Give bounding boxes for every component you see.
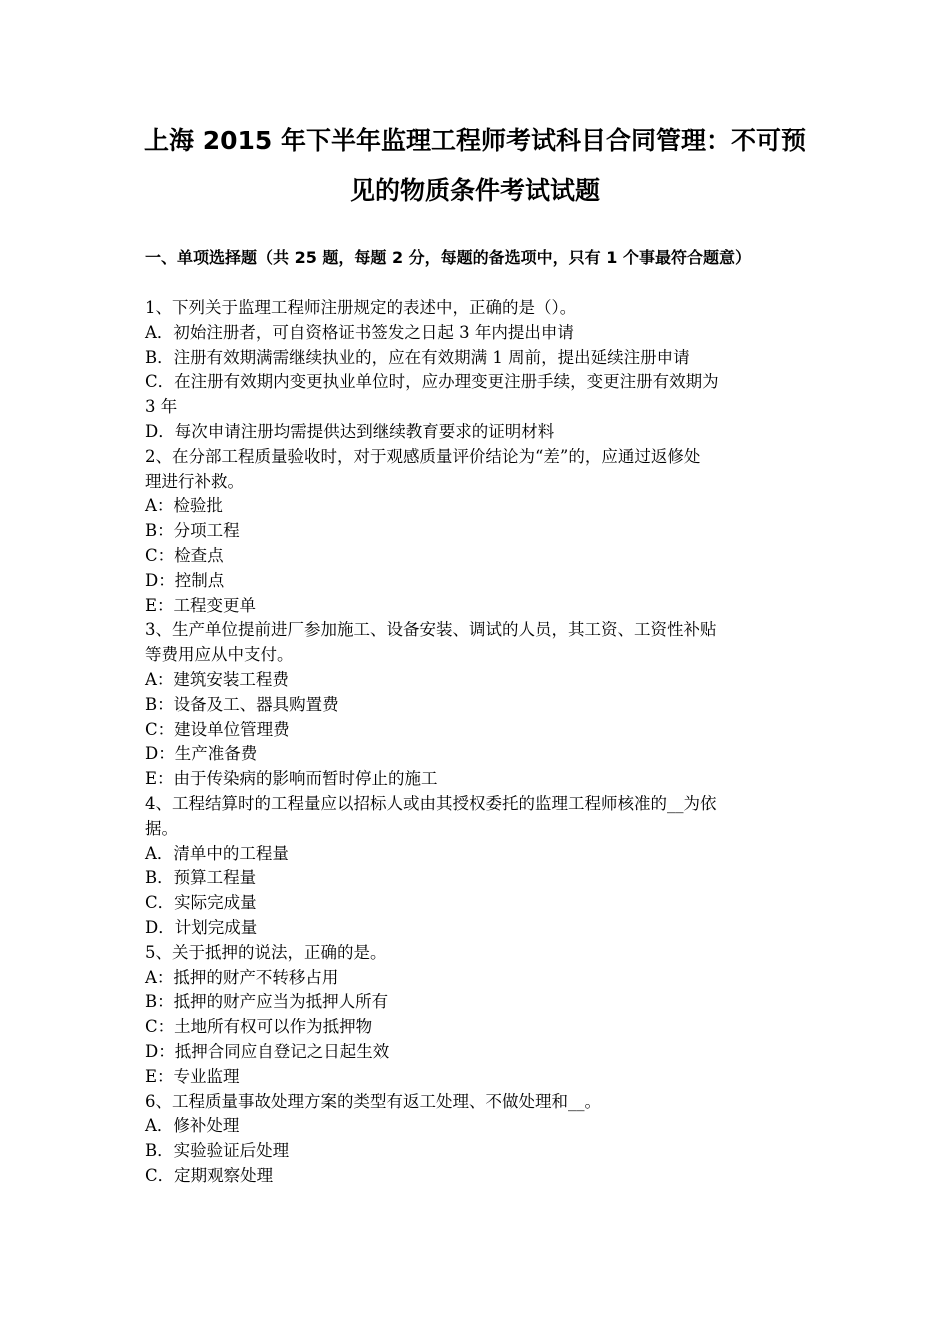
question-text: 6、工程质量事故处理方案的类型有返工处理、不做处理和__。 bbox=[145, 1091, 601, 1111]
option-text: B．实验验证后处理 bbox=[145, 1141, 290, 1161]
question-text: 等费用应从中支付。 bbox=[145, 645, 294, 665]
option-text: E：由于传染病的影响而暂时停止的施工 bbox=[145, 769, 438, 789]
question-text: 据。 bbox=[145, 818, 178, 838]
question-text: 理进行补救。 bbox=[145, 471, 244, 491]
option-text: C：土地所有权可以作为抵押物 bbox=[145, 1017, 373, 1037]
question-text: 1、下列关于监理工程师注册规定的表述中，正确的是（）。 bbox=[145, 298, 577, 317]
option-text: D．每次申请注册均需提供达到继续教育要求的证明材料 bbox=[145, 421, 555, 441]
option-text: D．计划完成量 bbox=[145, 917, 258, 937]
option-text: A：建筑安装工程费 bbox=[145, 669, 289, 689]
option-text: C：检查点 bbox=[145, 545, 224, 565]
section-heading: 一、单项选择题（共 25 题，每题 2 分，每题的备选项中，只有 1 个事最符合题意） bbox=[145, 248, 751, 267]
option-text: A．修补处理 bbox=[145, 1116, 240, 1136]
option-text: C：建设单位管理费 bbox=[145, 719, 290, 739]
option-text: B：设备及工、器具购置费 bbox=[145, 694, 339, 714]
option-text: D：生产准备费 bbox=[145, 744, 258, 764]
option-text: A：检验批 bbox=[145, 496, 223, 516]
document-title bbox=[130, 116, 820, 216]
option-text: B．注册有效期满需继续执业的，应在有效期满 1 周前，提出延续注册申请 bbox=[145, 347, 690, 367]
option-text: 3 年 bbox=[145, 397, 178, 417]
question-text: 5、关于抵押的说法，正确的是。 bbox=[145, 942, 387, 962]
option-text: A．初始注册者，可自资格证书签发之日起 3 年内提出申请 bbox=[145, 322, 574, 342]
question-text: 3、生产单位提前进厂参加施工、设备安装、调试的人员，其工资、工资性补贴 bbox=[145, 620, 717, 640]
option-text: C．定期观察处理 bbox=[145, 1165, 274, 1185]
question-text: 4、工程结算时的工程量应以招标人或由其授权委托的监理工程师核准的__为依 bbox=[145, 793, 717, 813]
option-text: D：抵押合同应自登记之日起生效 bbox=[145, 1041, 390, 1061]
option-text: C．在注册有效期内变更执业单位时，应办理变更注册手续，变更注册有效期为 bbox=[145, 372, 719, 392]
option-text: A：抵押的财产不转移占用 bbox=[145, 967, 339, 987]
option-text: C．实际完成量 bbox=[145, 893, 257, 913]
question-list bbox=[145, 296, 810, 1189]
option-text: B：分项工程 bbox=[145, 521, 240, 541]
option-text: D：控制点 bbox=[145, 570, 225, 590]
option-text: E：专业监理 bbox=[145, 1066, 240, 1086]
option-text: B．预算工程量 bbox=[145, 868, 257, 888]
question-text: 2、在分部工程质量验收时，对于观感质量评价结论为“差”的，应通过返修处 bbox=[145, 446, 701, 466]
option-text: B：抵押的财产应当为抵押人所有 bbox=[145, 992, 389, 1012]
option-text: E：工程变更单 bbox=[145, 595, 257, 615]
title-line-2: 见的物质条件考试试题 bbox=[349, 176, 600, 205]
title-line-1: 上海 2015 年下半年监理工程师考试科目合同管理：不可预 bbox=[144, 126, 806, 155]
option-text: A．清单中的工程量 bbox=[145, 843, 289, 863]
